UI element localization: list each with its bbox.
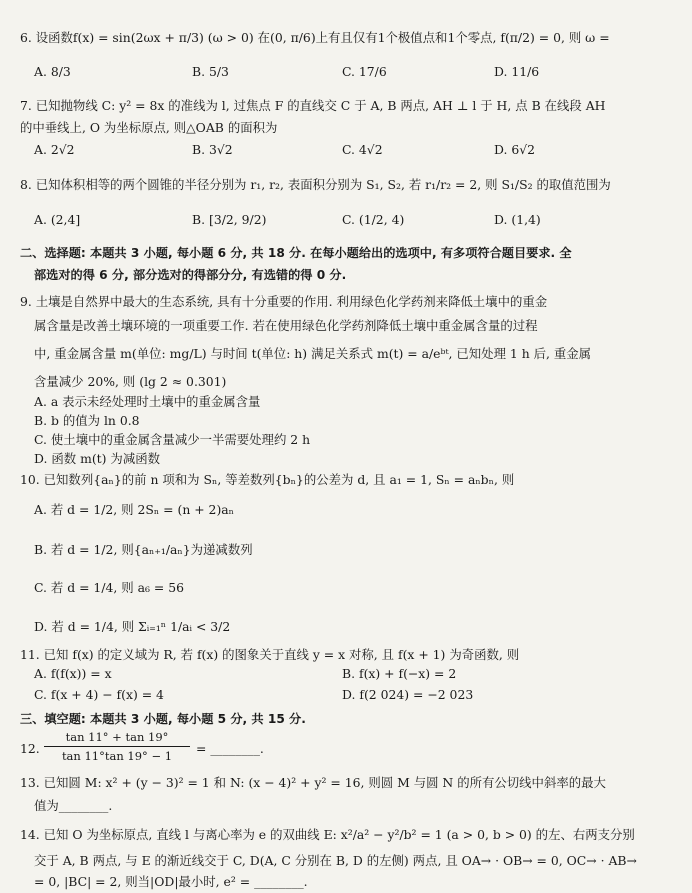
q9-line-3: 中, 重金属含量 m(单位: mg/L) 与时间 t(单位: h) 满足关系式 m(t) = a/eᵇᵗ, 已知处理 1 h 后, 重金属 (34, 346, 592, 361)
q10-stem: 10. 已知数列{aₙ}的前 n 项和为 Sₙ, 等差数列{bₙ}的公差为 d, 且 a₁ = 1, Sₙ = aₙbₙ, 则 (20, 472, 515, 487)
q7-option-c: C. 4√2 (342, 142, 383, 157)
q14-line-1: 14. 已知 O 为坐标原点, 直线 l 与离心率为 e 的双曲线 E: x²/a² − y²/b² = 1 (a > 0, b > 0) 的左、右两支分别 (20, 827, 635, 842)
q8-option-c: C. (1/2, 4) (342, 212, 405, 227)
q12-answer-blank: = ________. (196, 741, 264, 756)
q6-option-a: A. 8/3 (34, 64, 71, 79)
q7-option-b: B. 3√2 (192, 142, 233, 157)
q11-option-d: D. f(2 024) = −2 023 (342, 687, 474, 702)
q12-numerator: tan 11° + tan 19° (65, 730, 169, 744)
q9-line-4: 含量减少 20%, 则 (lg 2 ≈ 0.301) (34, 374, 227, 389)
q9-option-a: A. a 表示未经处理时土壤中的重金属含量 (34, 394, 261, 409)
q10-option-d: D. 若 d = 1/4, 则 Σᵢ₌₁ⁿ 1/aᵢ < 3/2 (34, 619, 231, 634)
section-2-heading-cont: 部选对的得 6 分, 部分选对的得部分分, 有选错的得 0 分. (34, 268, 347, 282)
q9-option-c: C. 使土壤中的重金属含量减少一半需要处理约 2 h (34, 432, 311, 447)
q11-option-c: C. f(x + 4) − f(x) = 4 (34, 687, 164, 702)
q11-option-b: B. f(x) + f(−x) = 2 (342, 666, 457, 681)
q7-line-2: 的中垂线上, O 为坐标原点, 则△OAB 的面积为 (20, 120, 278, 135)
q12-fraction-bar (44, 746, 190, 747)
q11-stem: 11. 已知 f(x) 的定义域为 R, 若 f(x) 的图象关于直线 y = x 对称, 且 f(x + 1) 为奇函数, 则 (20, 647, 520, 662)
q6-option-d: D. 11/6 (494, 64, 540, 79)
q9-line-2: 属含量是改善土壤环境的一项重要工作. 若在使用绿色化学药剂降低土壤中重金属含量的过程 (34, 318, 538, 333)
section-3-heading: 三、填空题: 本题共 3 小题, 每小题 5 分, 共 15 分. (20, 712, 306, 726)
q9-line-1: 9. 土壤是自然界中最大的生态系统, 具有十分重要的作用. 利用绿色化学药剂来降低土壤中的重金 (20, 294, 548, 309)
q14-line-3: = 0, |BC| = 2, 则当|OD|最小时, e² = ________. (34, 874, 308, 889)
q6-stem: 6. 设函数f(x) = sin(2ωx + π/3) (ω > 0) 在(0, π/6)上有且仅有1个极值点和1个零点, f(π/2) = 0, 则 ω = (20, 30, 610, 45)
q12-number: 12. (20, 741, 40, 756)
q7-option-a: A. 2√2 (34, 142, 75, 157)
q12-denominator: tan 11°tan 19° − 1 (61, 749, 173, 763)
q13-line-1: 13. 已知圆 M: x² + (y − 3)² = 1 和 N: (x − 4)² + y² = 16, 则圆 M 与圆 N 的所有公切线中斜率的最大 (20, 775, 606, 790)
q10-option-b: B. 若 d = 1/2, 则{aₙ₊₁/aₙ}为递减数列 (34, 542, 253, 557)
q9-option-d: D. 函数 m(t) 为减函数 (34, 451, 160, 466)
q10-option-a: A. 若 d = 1/2, 则 2Sₙ = (n + 2)aₙ (34, 502, 235, 517)
q7-line-1: 7. 已知抛物线 C: y² = 8x 的准线为 l, 过焦点 F 的直线交 C 于 A, B 两点, AH ⊥ l 于 H, 点 B 在线段 AH (20, 98, 606, 113)
q7-option-d: D. 6√2 (494, 142, 536, 157)
q11-option-a: A. f(f(x)) = x (34, 666, 112, 681)
q8-stem: 8. 已知体积相等的两个圆锥的半径分别为 r₁, r₂, 表面积分别为 S₁, S₂, 若 r₁/r₂ = 2, 则 S₁/S₂ 的取值范围为 (20, 177, 611, 192)
q13-line-2: 值为________. (34, 798, 113, 813)
q8-option-b: B. [3/2, 9/2) (192, 212, 267, 227)
q8-option-a: A. (2,4] (34, 212, 81, 227)
q6-option-b: B. 5/3 (192, 64, 229, 79)
q14-line-2: 交于 A, B 两点, 与 E 的渐近线交于 C, D(A, C 分别在 B, D 的左侧) 两点, 且 OA→ · OB→ = 0, OC→ · AB→ (34, 853, 637, 868)
section-2-heading: 二、选择题: 本题共 3 小题, 每小题 6 分, 共 18 分. 在每小题给出的选项中, 有多项符合题目要求. 全 (20, 246, 572, 260)
q6-option-c: C. 17/6 (342, 64, 387, 79)
q8-option-d: D. (1,4) (494, 212, 541, 227)
q10-option-c: C. 若 d = 1/4, 则 a₆ = 56 (34, 580, 184, 595)
q9-option-b: B. b 的值为 ln 0.8 (34, 413, 140, 428)
